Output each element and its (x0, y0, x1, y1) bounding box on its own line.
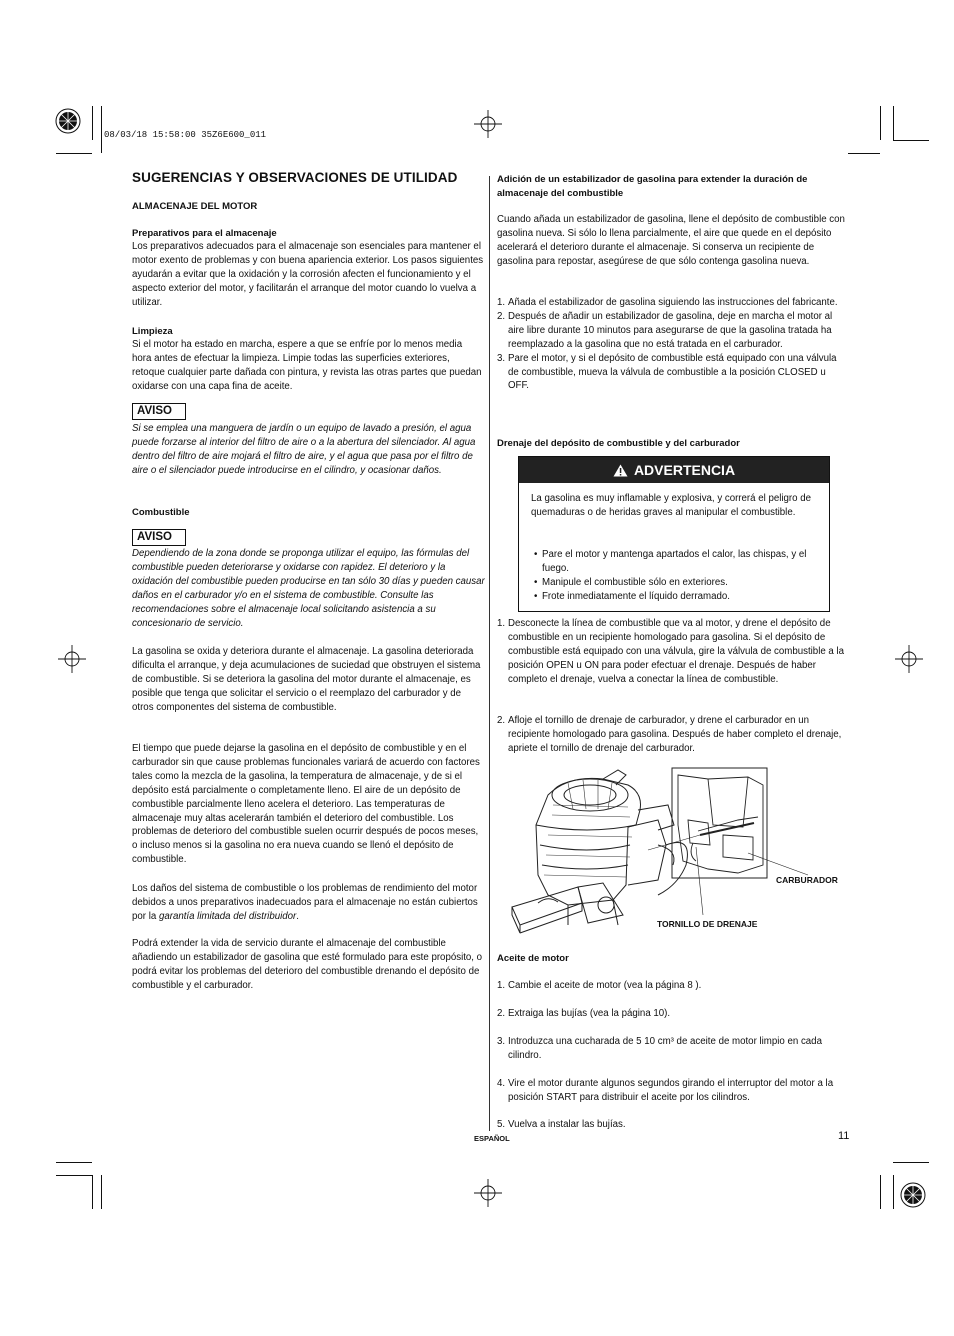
page-title: SUGERENCIAS Y OBSERVACIONES DE UTILIDAD (132, 170, 458, 185)
drain-heading: Drenaje del depósito de combustible y del carburador (497, 438, 740, 449)
page-number: 11 (838, 1130, 850, 1142)
aviso-text-fuel: Dependiendo de la zona donde se proponga utilizar el equipo, las fórmulas del combustible pueden deteriorarse y oxidarse con rapidez. El deterioro y la oxidación del combustible pueden producirse en tan sólo 30 días y pueden causar daños en el carburador y/o en el sistema de combustible. Consulte las recomendaciones sobre el almacenaje local solicitando asistencia a su concesionario de servicio. (132, 548, 485, 629)
fuel-paragraph-3: Los daños del sistema de combustible o los problemas de rendimiento del motor debidos a unos preparativos inadecuados para el almacenaje no están cubiertos por la garantía limitada del distribuidor. (132, 883, 478, 922)
prep-paragraph: Los preparativos adecuados para el almacenaje son esenciales para mantener el motor exento de problemas y con buena apariencia exterior. Los pasos siguientes ayudarán a evitar que la oxidación y la corrosión afecten el funcionamiento y el aspecto exterior del motor, y facilitarán el arranque del motor cuando lo vuelva a utilizar. (132, 241, 484, 308)
crosshair-icon (474, 1179, 502, 1207)
list-item: 5. Vuelva a instalar las bujías. (497, 1119, 626, 1130)
list-item: 1. Añada el estabilizador de gasolina siguiendo las instrucciones del fabricante. (497, 297, 838, 308)
list-item: 1. Desconecte la línea de combustible que va al motor, y drene el depósito de combustible en un recipiente homologado para gasolina. Si el depósito de combustible está equipado con una válvula, gire la válvula de combustible a la posición OPEN u ON para poder efectuar el drenaje. Después de haber completo el drenaje, vuelva a conectar la línea de combustible. (497, 618, 845, 685)
oil-steps (497, 1118, 849, 1132)
warning-bullets (534, 548, 819, 604)
oil-steps (497, 1007, 849, 1021)
combustible-heading: Combustible (132, 507, 190, 518)
crosshair-icon (895, 645, 923, 673)
warning-box (518, 456, 830, 612)
fuel-paragraph-1: La gasolina se oxida y deteriora durante el almacenaje. La gasolina deteriorada dificulta el arranque, y deja acumulaciones de suciedad que obstruyen el sistema de combustible. Si se deteriora la gasolina del motor durante el almacenaje, es posible que tenga que solicitar el servicio o el reemplazo del carburador y de otros componentes del sistema de combustible. (132, 646, 481, 713)
list-item: 1. Cambie el aceite de motor (vea la página 8 ). (497, 980, 702, 991)
limpieza-heading: Limpieza (132, 326, 173, 337)
aviso-text-cleaning: Si se emplea una manguera de jardín o un equipo de lavado a presión, el agua puede forzarse al interior del filtro de aire o a la abertura del silenciador. Al agua dentro del filtro de aire mojará el filtro de aire, y el agua que pasa por el filtro de aire o el silenciador puede introducirse en el cilindro, y ocasionar daños. (132, 423, 476, 476)
warning-header (519, 457, 829, 483)
stabilizer-heading: Adición de un estabilizador de gasolina para extender la duración de almacenaje del combustible (497, 174, 808, 199)
oil-steps (497, 979, 849, 993)
drain-steps (497, 617, 849, 687)
section-heading: ALMACENAJE DEL MOTOR (132, 201, 258, 212)
aviso-label: AVISO (132, 529, 186, 546)
list-item: • Manipule el combustible sólo en exteriores. (534, 576, 728, 588)
list-item: 2. Después de añadir un estabilizador de gasolina, deje en marcha el motor al aire libre durante 10 minutos para asegurarse de que la gasolina tratada ha reemplazado a la gasolina que no está tratada en el carburador. (497, 310, 833, 350)
print-timestamp: 08/03/18 15:58:00 35Z6E600_011 (104, 130, 267, 140)
aviso-label: AVISO (132, 403, 186, 420)
warranty-text: garantía limitada del distribuidor (158, 910, 297, 922)
column-divider (489, 176, 490, 1131)
list-item: 3. Introduzca una cucharada de 5 10 cm³ de aceite de motor limpio en cada cilindro. (497, 1036, 822, 1061)
warning-title: ADVERTENCIA (633, 462, 736, 478)
fuel-paragraph-4: Podrá extender la vida de servicio durante el almacenaje del combustible añadiendo un estabilizador de gasolina que esté formulado para este propósito, o podrá evitar los problemas del deterioro del combustible drenando el depósito de combustible y el carburador. (132, 938, 483, 991)
list-item: 2. Afloje el tornillo de drenaje de carburador, y drene el carburador en un recipiente homologado para gasolina. Después de haber completo el drenaje, apriete el tornillo de drenaje del carburador. (497, 715, 842, 754)
drain-screw-label: TORNILLO DE DRENAJE (657, 919, 758, 929)
warning-text: La gasolina es muy inflamable y explosiva, y correrá el peligro de quemaduras o de heridas graves al manipular el combustible. (531, 493, 812, 518)
registration-target-icon (899, 1181, 927, 1209)
carburetor-label: CARBURADOR (776, 875, 838, 885)
list-item: • Frote inmediatamente el líquido derramado. (534, 590, 730, 602)
footer-language: ESPAÑOL (474, 1134, 510, 1143)
crosshair-icon (474, 110, 502, 138)
drain-steps (497, 714, 849, 756)
limpieza-paragraph: Si el motor ha estado en marcha, espere a que se enfríe por lo menos media hora antes de efectuar la limpieza. Limpie todas las superficies exteriores, retoque cualquier parte dañada con pintura, y revista las otras partes que puedan oxidarse con una capa fina de aceite. (132, 339, 482, 392)
list-item: 4. Vire el motor durante algunos segundos girando el interruptor del motor a la posición START para distribuir el aceite por los cilindros. (497, 1078, 834, 1103)
registration-target-icon (54, 107, 82, 135)
fuel-paragraph-2: El tiempo que puede dejarse la gasolina en el depósito de combustible y en el carburador sin que cause problemas funcionales variará de acuerdo con factores tales como la mezcla de la gasolina, la temperatura de almacenaje, y de si el depósito está parcialmente o completamente lleno. El aire de un depósito de combustible parcialmente lleno acelera el deterioro. Las temperaturas de almacenaje muy altas acelerarán también el deterioro del combustible. Los problemas de deterioro del combustible suelen ocurrir después de pocos meses, o incluso menos si la gasolina no era nueva cuando se llenó el depósito de combustible. (132, 743, 480, 866)
warning-triangle-icon (613, 464, 628, 477)
oil-steps (497, 1035, 849, 1063)
engine-drain-illustration (508, 765, 853, 937)
stabilizer-paragraph: Cuando añada un estabilizador de gasolina, llene el depósito de combustible con gasolina nueva. Si sólo lo llena parcialmente, el aire que quede en el depósito acelerará el deterioro durante el almacenaje. Si conserva un recipiente de gasolina para repostar, asegúrese de que sólo contenga gasolina nueva. (497, 214, 845, 267)
oil-steps (497, 1077, 849, 1105)
oil-heading: Aceite de motor (497, 953, 569, 964)
list-item: 3. Pare el motor, y si el depósito de combustible está equipado con una válvula de combustible, mueva la válvula de combustible a la posición CLOSED u OFF. (497, 352, 837, 392)
stabilizer-steps (497, 296, 849, 393)
crosshair-icon (58, 645, 86, 673)
prep-heading: Preparativos para el almacenaje (132, 228, 277, 239)
list-item: 2. Extraiga las bujías (vea la página 10). (497, 1008, 671, 1019)
list-item: • Pare el motor y mantenga apartados el calor, las chispas, y el fuego. (534, 549, 807, 574)
